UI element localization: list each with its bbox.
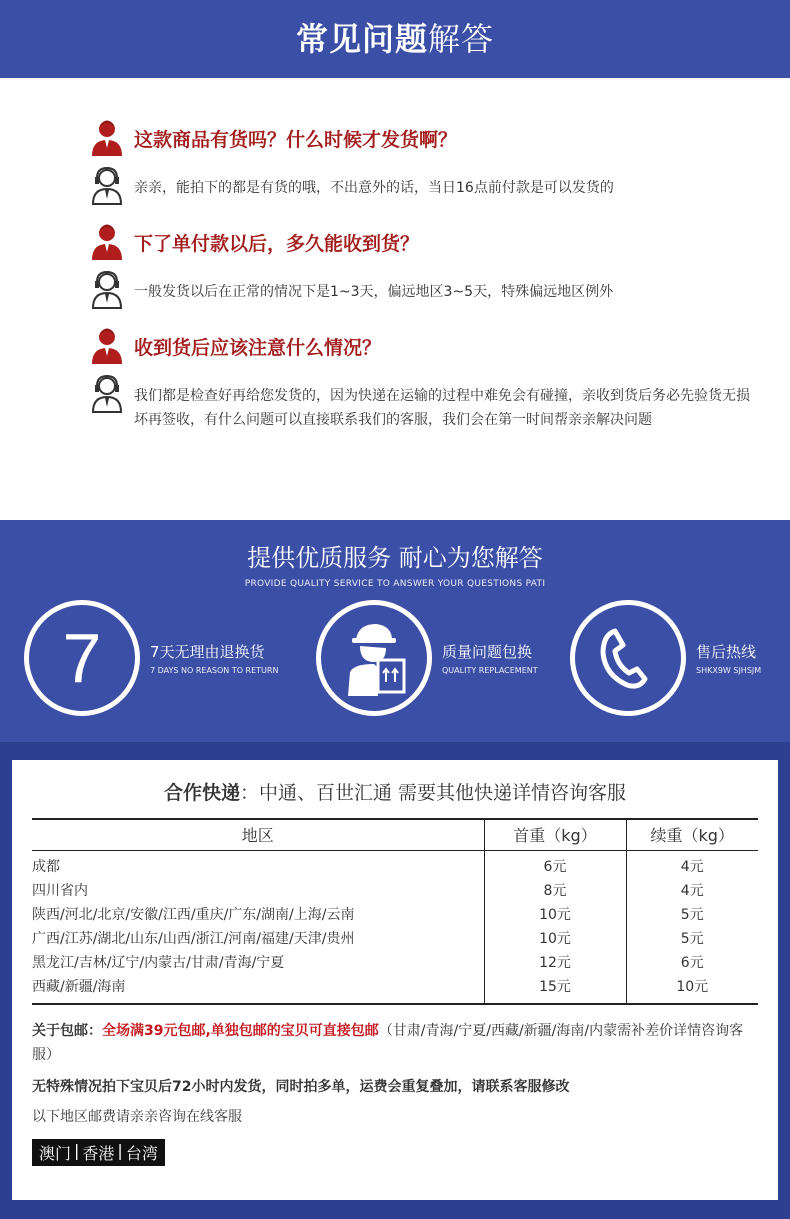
shipping-heading xyxy=(32,760,758,818)
support-agent-icon xyxy=(90,374,124,414)
faq-question-row xyxy=(90,324,790,368)
header-title-light: 解答 xyxy=(428,20,495,58)
service-title: 提供优质服务 耐心为您解答 xyxy=(247,544,543,572)
shipping-card xyxy=(12,760,778,1200)
table-row xyxy=(32,878,758,902)
extra-weight-cell: 5元 xyxy=(626,902,758,926)
service-label-en: QUALITY REPLACEMENT xyxy=(442,666,538,675)
free-shipping-label: 关于包邮： xyxy=(32,1023,102,1039)
first-weight-cell: 10元 xyxy=(484,926,626,950)
consult-note: 以下地区邮费请亲亲咨询在线客服 xyxy=(32,1109,242,1125)
region-cell: 成都 xyxy=(32,859,60,876)
faq-question: 下了单付款以后，多久能收到货？ xyxy=(134,232,420,255)
extra-weight-cell: 4元 xyxy=(626,878,758,902)
shipping-table xyxy=(32,818,758,1005)
header-title-bold: 常见问题 xyxy=(295,20,428,58)
first-weight-cell: 8元 xyxy=(484,878,626,902)
area-label: 香港 xyxy=(82,1144,115,1163)
extra-weight-cell: 6元 xyxy=(626,950,758,974)
customer-avatar-icon xyxy=(90,326,124,366)
service-label: 售后热线 xyxy=(696,643,757,661)
customer-avatar-icon xyxy=(90,222,124,262)
extra-weight-cell: 4元 xyxy=(626,850,758,878)
area-label: 澳门 xyxy=(39,1144,72,1163)
area-label: 台湾 xyxy=(125,1144,158,1163)
faq-question-row xyxy=(90,220,790,264)
table-row xyxy=(32,850,758,878)
extra-weight-cell: 10元 xyxy=(626,974,758,1004)
faq-answer: 我们都是检查好再给您发货的，因为快递在运输的过程中难免会有碰撞，亲收到货后务必先验货无损坏再签收，有什么问题可以直接联系我们的客服，我们会在第一时间帮亲亲解决问题 xyxy=(134,388,750,428)
faq-question-row xyxy=(90,116,790,160)
faq-answer: 亲亲，能拍下的都是有货的哦，不出意外的话，当日16点前付款是可以发货的 xyxy=(134,180,614,196)
extra-weight-cell: 5元 xyxy=(626,926,758,950)
faq-answer-row xyxy=(90,374,790,432)
support-agent-icon xyxy=(90,166,124,206)
service-band xyxy=(0,520,790,742)
column-header-region: 地区 xyxy=(32,819,484,850)
shipping-section xyxy=(0,742,790,1219)
column-header-extra-weight: 续重（kg） xyxy=(626,819,758,850)
region-cell: 西藏/新疆/海南 xyxy=(32,974,484,1004)
seven-days-badge-icon xyxy=(24,600,140,716)
table-row xyxy=(32,926,758,950)
first-weight-cell: 10元 xyxy=(484,902,626,926)
faq-answer: 一般发货以后在正常的情况下是1~3天，偏远地区3~5天，特殊偏远地区例外 xyxy=(134,284,614,300)
customer-avatar-icon xyxy=(90,118,124,158)
faq-answer-row xyxy=(90,270,790,310)
delivery-man-icon xyxy=(316,600,432,716)
column-header-first-weight: 首重（kg） xyxy=(484,819,626,850)
dispatch-note: 无特殊情况拍下宝贝后72小时内发货，同时拍多单，运费会重复叠加，请联系客服修改 xyxy=(32,1079,570,1095)
region-cell: 黑龙江/吉林/辽宁/内蒙古/甘肃/青海/宁夏 xyxy=(32,955,285,971)
shipping-heading-bold: 合作快递 xyxy=(163,782,240,804)
service-item-hotline xyxy=(570,600,761,716)
table-header-row xyxy=(32,819,758,850)
region-cell: 四川省内 xyxy=(32,883,88,899)
first-weight-cell: 12元 xyxy=(484,950,626,974)
phone-icon xyxy=(570,600,686,716)
first-weight-cell: 6元 xyxy=(484,850,626,878)
service-label: 7天无理由退换货 xyxy=(150,643,265,661)
region-cell: 陕西/河北/北京/安徽/江西/重庆/广东/湖南/上海/云南 xyxy=(32,907,355,923)
service-item-return xyxy=(24,600,278,716)
faq-answer-row xyxy=(90,166,790,206)
support-agent-icon xyxy=(90,270,124,310)
region-cell: 广西/江苏/湖北/山东/山西/浙江/河南/福建/天津/贵州 xyxy=(32,931,355,947)
free-shipping-note xyxy=(32,1019,758,1067)
shipping-heading-rest: ：中通、百世汇通 需要其他快递详情咨询客服 xyxy=(239,782,627,804)
service-label: 质量问题包换 xyxy=(442,643,533,661)
free-shipping-highlight: 全场满39元包邮,单独包邮的宝贝可直接包邮 xyxy=(102,1023,379,1039)
service-label-en: SHKX9W SJHSJM xyxy=(696,666,762,675)
first-weight-cell: 15元 xyxy=(484,974,626,1004)
faq-question: 这款商品有货吗？什么时候才发货啊？ xyxy=(134,128,458,151)
service-label-en: 7 DAYS NO REASON TO RETURN xyxy=(150,666,279,675)
free-shipping-detail: （甘肃/青海/宁夏/西藏/新疆/海南/内蒙需补差价详情咨询客服） xyxy=(32,1023,744,1063)
faq-question: 收到货后应该注意什么情况？ xyxy=(134,336,382,359)
table-row xyxy=(32,902,758,926)
table-row xyxy=(32,950,758,974)
page-header xyxy=(0,0,790,78)
service-item-quality xyxy=(316,600,538,716)
table-row xyxy=(32,974,758,1004)
faq-section xyxy=(0,78,790,520)
service-subtitle: PROVIDE QUALITY SERVICE TO ANSWER YOUR QUESTIONS PATI xyxy=(244,579,546,589)
seven-days-number: 7 xyxy=(62,619,102,697)
excluded-areas-badge: 澳门 | 香港 | 台湾 xyxy=(32,1139,165,1166)
